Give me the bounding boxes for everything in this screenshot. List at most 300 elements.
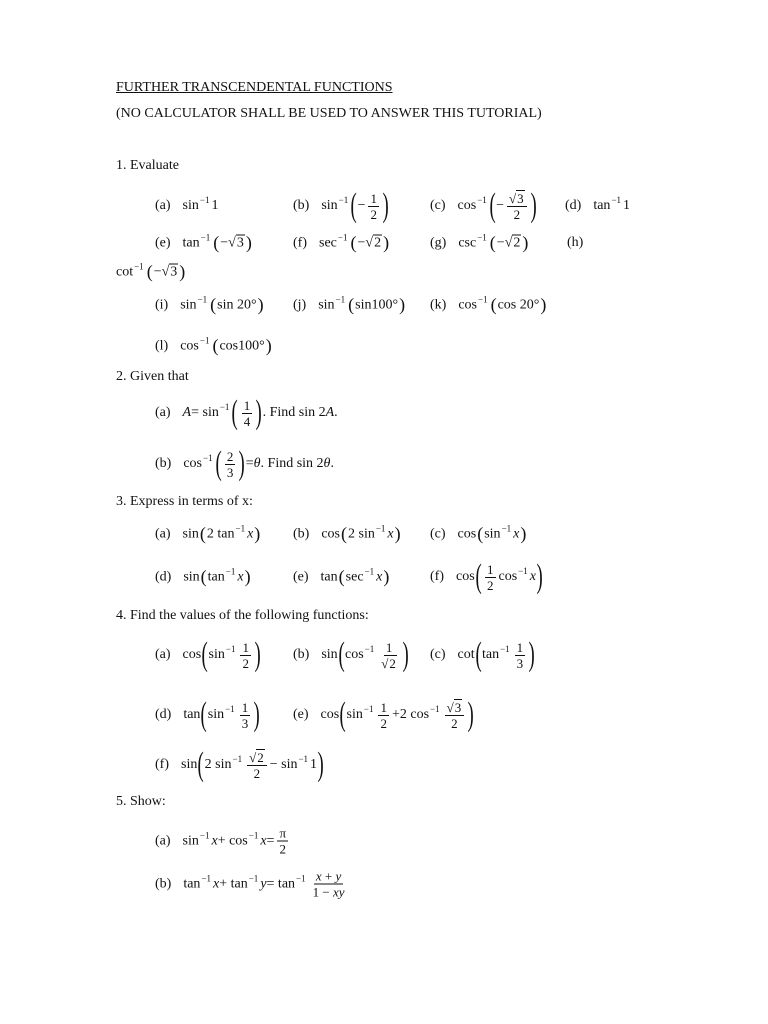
math-text: csc bbox=[458, 235, 477, 250]
radical-sign: √ bbox=[228, 235, 236, 250]
denominator bbox=[277, 842, 288, 857]
item-label: (c) bbox=[430, 198, 446, 213]
math-text: tan bbox=[320, 569, 338, 584]
paren: ( bbox=[200, 566, 207, 587]
item-label: (d) bbox=[155, 707, 172, 722]
fraction bbox=[311, 869, 347, 900]
math-text: tan bbox=[207, 569, 225, 584]
math-text: 1 bbox=[241, 699, 249, 715]
paren: ( bbox=[146, 261, 153, 282]
math-text: 1 − bbox=[312, 884, 333, 900]
math-text: − sin bbox=[269, 757, 298, 772]
fraction bbox=[240, 640, 251, 671]
right-paren: ) bbox=[530, 187, 537, 224]
left-paren: ( bbox=[200, 696, 208, 733]
left-paren: ( bbox=[338, 636, 345, 673]
math-text: cos bbox=[180, 338, 199, 353]
math-expression bbox=[456, 560, 543, 594]
right-paren: ) bbox=[382, 187, 389, 224]
superscript: −1 bbox=[477, 232, 487, 242]
left-paren: ( bbox=[339, 696, 346, 733]
superscript: −1 bbox=[501, 523, 512, 533]
math-text: 2 bbox=[370, 206, 377, 222]
q2-item bbox=[155, 447, 334, 481]
denominator bbox=[512, 207, 523, 222]
fraction bbox=[485, 562, 496, 593]
item-label: (f) bbox=[293, 235, 307, 250]
superscript: −1 bbox=[203, 453, 213, 463]
math-text: cot bbox=[116, 264, 134, 279]
math-text: 1 bbox=[310, 757, 318, 772]
item-label: (b) bbox=[293, 198, 310, 213]
paren: ( bbox=[212, 335, 219, 356]
math-text: cos bbox=[320, 707, 340, 722]
paren: ( bbox=[477, 523, 484, 544]
fraction bbox=[240, 700, 251, 731]
superscript: −1 bbox=[225, 566, 236, 576]
superscript: −1 bbox=[298, 754, 309, 764]
math-text: sin100° bbox=[355, 297, 399, 312]
denominator bbox=[240, 716, 251, 731]
math-expression bbox=[318, 295, 406, 316]
math-text: 2 bbox=[380, 715, 387, 731]
q4-item bbox=[155, 698, 261, 732]
square-root bbox=[509, 190, 525, 206]
math-variable: y bbox=[260, 876, 267, 891]
math-text: 2 bbox=[513, 206, 521, 222]
math-expression bbox=[183, 698, 260, 732]
fraction bbox=[507, 191, 527, 222]
math-variable: x bbox=[211, 833, 218, 848]
superscript: −1 bbox=[500, 644, 510, 654]
math-text: +2 cos bbox=[391, 707, 430, 722]
q4-item bbox=[155, 748, 324, 782]
math-text: tan bbox=[183, 707, 201, 722]
denominator bbox=[515, 656, 526, 671]
math-text: − bbox=[220, 235, 229, 250]
math-text: 1 bbox=[516, 639, 524, 655]
superscript: −1 bbox=[235, 523, 246, 533]
math-text: = sin bbox=[191, 405, 219, 420]
item-label: (j) bbox=[293, 297, 307, 312]
item-label: (a) bbox=[155, 833, 171, 848]
superscript: −1 bbox=[477, 195, 487, 205]
math-variable: x bbox=[387, 526, 394, 541]
superscript: −1 bbox=[478, 294, 488, 304]
math-text: cos bbox=[321, 526, 340, 541]
radicand: 3 bbox=[236, 235, 244, 250]
item-label: (i) bbox=[155, 297, 169, 312]
superscript: −1 bbox=[611, 195, 622, 205]
numerator bbox=[515, 640, 526, 656]
q1-item bbox=[430, 233, 529, 254]
question-4-heading: 4. Find the values of the following functions: bbox=[116, 608, 369, 623]
fraction bbox=[515, 640, 526, 671]
math-text: sin bbox=[484, 526, 501, 541]
math-text: − bbox=[357, 235, 366, 250]
radicand: 2 bbox=[389, 655, 396, 671]
superscript: −1 bbox=[364, 644, 375, 654]
math-variable: x bbox=[376, 569, 383, 584]
superscript: −1 bbox=[338, 195, 349, 205]
numerator bbox=[225, 449, 236, 465]
math-text: + bbox=[321, 868, 336, 884]
math-text: cos bbox=[456, 569, 475, 584]
math-expression bbox=[321, 698, 475, 732]
math-variable: A bbox=[325, 405, 335, 420]
math-expression bbox=[458, 638, 536, 672]
left-paren: ( bbox=[215, 445, 222, 482]
paren: ) bbox=[254, 523, 261, 544]
radical-sign: √ bbox=[161, 264, 170, 279]
math-text: 2 bbox=[451, 715, 458, 731]
math-expression bbox=[182, 195, 219, 214]
math-expression bbox=[181, 748, 324, 782]
math-text: . Find sin 2 bbox=[260, 456, 324, 471]
math-variable: A bbox=[182, 405, 192, 420]
q3-item bbox=[430, 560, 543, 594]
math-expression bbox=[183, 638, 262, 672]
q3-item bbox=[155, 567, 252, 588]
numerator bbox=[247, 750, 267, 766]
q3-item bbox=[293, 567, 390, 588]
math-expression bbox=[321, 524, 401, 545]
denominator bbox=[242, 414, 253, 429]
numerator bbox=[240, 640, 251, 656]
right-paren: ) bbox=[254, 636, 261, 673]
math-text: tan bbox=[183, 876, 201, 891]
superscript: −1 bbox=[199, 195, 210, 205]
left-paren: ( bbox=[201, 636, 208, 673]
math-text: + cos bbox=[217, 833, 248, 848]
paren: ) bbox=[179, 261, 186, 282]
q1-item bbox=[293, 295, 406, 316]
q3-item bbox=[293, 524, 402, 545]
radical-sign: √ bbox=[446, 699, 454, 715]
numerator bbox=[485, 562, 496, 578]
superscript: −1 bbox=[199, 830, 210, 840]
superscript: −1 bbox=[364, 566, 375, 576]
math-variable: x bbox=[247, 526, 254, 541]
math-expression bbox=[458, 189, 537, 223]
right-paren: ) bbox=[536, 558, 543, 595]
math-text: 2 tan bbox=[206, 526, 235, 541]
q1-item bbox=[116, 262, 186, 283]
radicand: 3 bbox=[170, 264, 178, 279]
q1-item bbox=[155, 295, 265, 316]
math-text: 1 bbox=[385, 639, 393, 655]
item-label: (h) bbox=[567, 235, 584, 250]
math-text: tan bbox=[593, 198, 611, 213]
math-text: sec bbox=[345, 569, 364, 584]
superscript: −1 bbox=[296, 873, 306, 883]
item-label: (e) bbox=[293, 569, 309, 584]
right-paren: ) bbox=[238, 445, 246, 482]
denominator bbox=[368, 207, 379, 222]
q4-item bbox=[430, 638, 536, 672]
superscript: −1 bbox=[337, 232, 348, 242]
numerator bbox=[384, 640, 395, 656]
paren: ( bbox=[341, 523, 347, 544]
square-root bbox=[249, 749, 265, 765]
item-label: (c) bbox=[430, 647, 446, 662]
question-2-heading: 2. Given that bbox=[116, 369, 189, 384]
item-label: (l) bbox=[155, 338, 169, 353]
paren: ) bbox=[265, 335, 272, 356]
numerator bbox=[277, 826, 288, 842]
math-text: 1 bbox=[243, 397, 251, 413]
q1-item bbox=[565, 195, 631, 214]
denominator bbox=[225, 465, 236, 480]
fraction bbox=[445, 700, 465, 731]
numerator bbox=[242, 398, 253, 414]
math-variable: x bbox=[529, 569, 536, 584]
math-expression bbox=[321, 189, 389, 223]
radicand: 2 bbox=[513, 235, 521, 250]
math-expression bbox=[183, 826, 291, 857]
math-text: = bbox=[245, 456, 254, 471]
item-label: (c) bbox=[430, 526, 446, 541]
item-label: (d) bbox=[155, 569, 172, 584]
math-text: sin bbox=[346, 707, 363, 722]
math-text: 2 bbox=[279, 841, 286, 857]
fraction bbox=[277, 826, 288, 857]
fraction bbox=[378, 700, 389, 731]
math-expression bbox=[458, 524, 528, 545]
math-text: 1 bbox=[380, 699, 387, 715]
math-text: tan bbox=[481, 647, 500, 662]
item-label: (e) bbox=[155, 235, 171, 250]
q4-item bbox=[155, 638, 261, 672]
fraction bbox=[379, 640, 399, 671]
square-root bbox=[162, 264, 179, 280]
superscript: −1 bbox=[199, 335, 210, 345]
math-variable: x bbox=[260, 833, 267, 848]
q4-item bbox=[293, 638, 409, 672]
right-paren: ) bbox=[253, 696, 260, 733]
math-expression bbox=[593, 195, 631, 214]
paren: ) bbox=[257, 294, 264, 315]
item-label: (b) bbox=[293, 647, 310, 662]
math-variable: θ bbox=[253, 456, 261, 471]
document-title: FURTHER TRANSCENDENTAL FUNCTIONS bbox=[116, 80, 393, 95]
radical-sign: √ bbox=[509, 190, 517, 206]
math-text: cos bbox=[498, 569, 518, 584]
math-text: π bbox=[279, 825, 287, 841]
item-label: (b) bbox=[155, 456, 172, 471]
math-variable: x bbox=[513, 526, 520, 541]
superscript: −1 bbox=[232, 754, 243, 764]
math-expression bbox=[180, 336, 273, 357]
q5-item bbox=[155, 869, 350, 900]
denominator bbox=[240, 656, 251, 671]
left-paren: ( bbox=[231, 394, 239, 431]
q1-item bbox=[155, 336, 273, 357]
numerator bbox=[445, 700, 465, 716]
left-paren: ( bbox=[475, 558, 482, 595]
math-text: . Find sin 2 bbox=[262, 405, 326, 420]
radicand: 3 bbox=[517, 190, 524, 206]
math-text: 2 bbox=[242, 655, 249, 671]
math-text: tan bbox=[182, 235, 200, 250]
math-text: 3 bbox=[226, 464, 234, 480]
math-text: sin bbox=[318, 297, 335, 312]
superscript: −1 bbox=[248, 873, 259, 883]
item-label: (a) bbox=[155, 526, 171, 541]
math-text: sin bbox=[183, 569, 200, 584]
fraction bbox=[368, 191, 379, 222]
fraction bbox=[225, 449, 236, 480]
paren: ) bbox=[383, 566, 390, 587]
item-label: (b) bbox=[293, 526, 310, 541]
math-text: = bbox=[266, 833, 275, 848]
superscript: −1 bbox=[197, 294, 208, 304]
right-paren: ) bbox=[317, 746, 324, 783]
right-paren: ) bbox=[402, 636, 409, 673]
q2-item bbox=[155, 396, 338, 430]
paren: ( bbox=[210, 294, 217, 315]
math-expression bbox=[180, 295, 264, 316]
superscript: −1 bbox=[518, 566, 528, 576]
paren: ( bbox=[338, 566, 345, 587]
item-label: (e) bbox=[293, 707, 309, 722]
paren: ) bbox=[244, 566, 251, 587]
superscript: −1 bbox=[134, 261, 144, 271]
superscript: −1 bbox=[219, 402, 230, 412]
q4-item bbox=[293, 698, 475, 732]
superscript: −1 bbox=[201, 873, 212, 883]
math-text: sec bbox=[319, 235, 337, 250]
math-text: 2 bbox=[253, 765, 261, 781]
math-text: sin bbox=[182, 526, 199, 541]
math-expression bbox=[183, 396, 338, 430]
square-root bbox=[447, 699, 463, 715]
radicand: 2 bbox=[257, 749, 264, 765]
math-text: 3 bbox=[516, 655, 524, 671]
item-label: (d) bbox=[565, 198, 582, 213]
numerator bbox=[314, 869, 343, 885]
denominator bbox=[379, 656, 399, 671]
superscript: −1 bbox=[225, 644, 236, 654]
math-expression bbox=[319, 233, 390, 254]
item-label: (a) bbox=[155, 647, 171, 662]
left-paren: ( bbox=[475, 636, 482, 673]
math-expression bbox=[458, 233, 529, 254]
paren: ) bbox=[383, 232, 390, 253]
radical-sign: √ bbox=[504, 235, 513, 250]
numerator bbox=[240, 700, 251, 716]
math-text: cos bbox=[457, 526, 477, 541]
fraction bbox=[247, 750, 267, 781]
q1-item bbox=[293, 189, 389, 223]
item-label: (f) bbox=[155, 757, 169, 772]
q3-item bbox=[155, 524, 261, 545]
superscript: −1 bbox=[335, 294, 346, 304]
math-text: 2 bbox=[226, 448, 234, 464]
math-expression bbox=[183, 869, 349, 900]
superscript: −1 bbox=[375, 523, 386, 533]
math-text: sin bbox=[182, 198, 199, 213]
math-text: sin bbox=[321, 647, 338, 662]
paren: ( bbox=[213, 232, 220, 253]
math-text: sin bbox=[181, 757, 198, 772]
math-text: sin bbox=[321, 198, 338, 213]
q1-item bbox=[430, 189, 537, 223]
item-label: (g) bbox=[430, 235, 447, 250]
math-variable: θ bbox=[323, 456, 331, 471]
paren: ( bbox=[348, 294, 355, 315]
paren: ( bbox=[199, 523, 206, 544]
math-variable: xy bbox=[332, 884, 345, 900]
question-1-heading: 1. Evaluate bbox=[116, 158, 179, 173]
numerator bbox=[378, 700, 389, 716]
q1-item bbox=[293, 233, 390, 254]
item-label: (b) bbox=[155, 876, 172, 891]
paren: ) bbox=[394, 523, 401, 544]
left-paren: ( bbox=[489, 187, 496, 224]
radical-sign: √ bbox=[381, 655, 389, 671]
math-text: 3 bbox=[241, 715, 249, 731]
q5-item bbox=[155, 826, 291, 857]
item-label: (k) bbox=[430, 297, 447, 312]
math-expression bbox=[183, 524, 262, 545]
math-text: + tan bbox=[219, 876, 248, 891]
radical-sign: √ bbox=[249, 749, 257, 765]
denominator bbox=[252, 766, 263, 781]
math-text: 1 bbox=[487, 561, 494, 577]
math-expression bbox=[116, 262, 186, 283]
square-root bbox=[505, 235, 522, 251]
item-label: (f) bbox=[430, 569, 444, 584]
math-text: 2 sin bbox=[204, 757, 232, 772]
math-text: − bbox=[496, 235, 505, 250]
math-text: 1 bbox=[370, 190, 377, 206]
math-text: sin bbox=[208, 647, 225, 662]
superscript: −1 bbox=[248, 830, 259, 840]
superscript: −1 bbox=[200, 232, 211, 242]
math-variable: y bbox=[335, 868, 342, 884]
left-paren: ( bbox=[350, 187, 358, 224]
math-text: cos 20° bbox=[497, 297, 540, 312]
math-text: cos bbox=[345, 647, 364, 662]
paren: ( bbox=[489, 232, 496, 253]
item-label: (a) bbox=[155, 198, 171, 213]
denominator bbox=[311, 885, 347, 900]
paren: ( bbox=[350, 232, 357, 253]
fraction bbox=[242, 398, 253, 429]
math-expression bbox=[321, 638, 409, 672]
math-expression bbox=[458, 295, 547, 316]
math-text: . bbox=[334, 405, 338, 420]
denominator bbox=[485, 578, 496, 593]
math-text: 1 bbox=[623, 198, 631, 213]
math-text: cos bbox=[458, 297, 477, 312]
paren: ) bbox=[520, 523, 527, 544]
math-text: cos bbox=[457, 198, 477, 213]
numerator bbox=[507, 191, 527, 207]
right-paren: ) bbox=[255, 394, 263, 431]
left-paren: ( bbox=[197, 746, 205, 783]
math-expression bbox=[183, 567, 251, 588]
q1-item bbox=[155, 233, 253, 254]
math-text: sin bbox=[182, 833, 199, 848]
math-text: 2 sin bbox=[348, 526, 375, 541]
math-text: sin bbox=[180, 297, 197, 312]
math-expression bbox=[183, 447, 334, 481]
question-5-heading: 5. Show: bbox=[116, 794, 166, 809]
paren: ) bbox=[522, 232, 529, 253]
paren: ) bbox=[245, 232, 252, 253]
